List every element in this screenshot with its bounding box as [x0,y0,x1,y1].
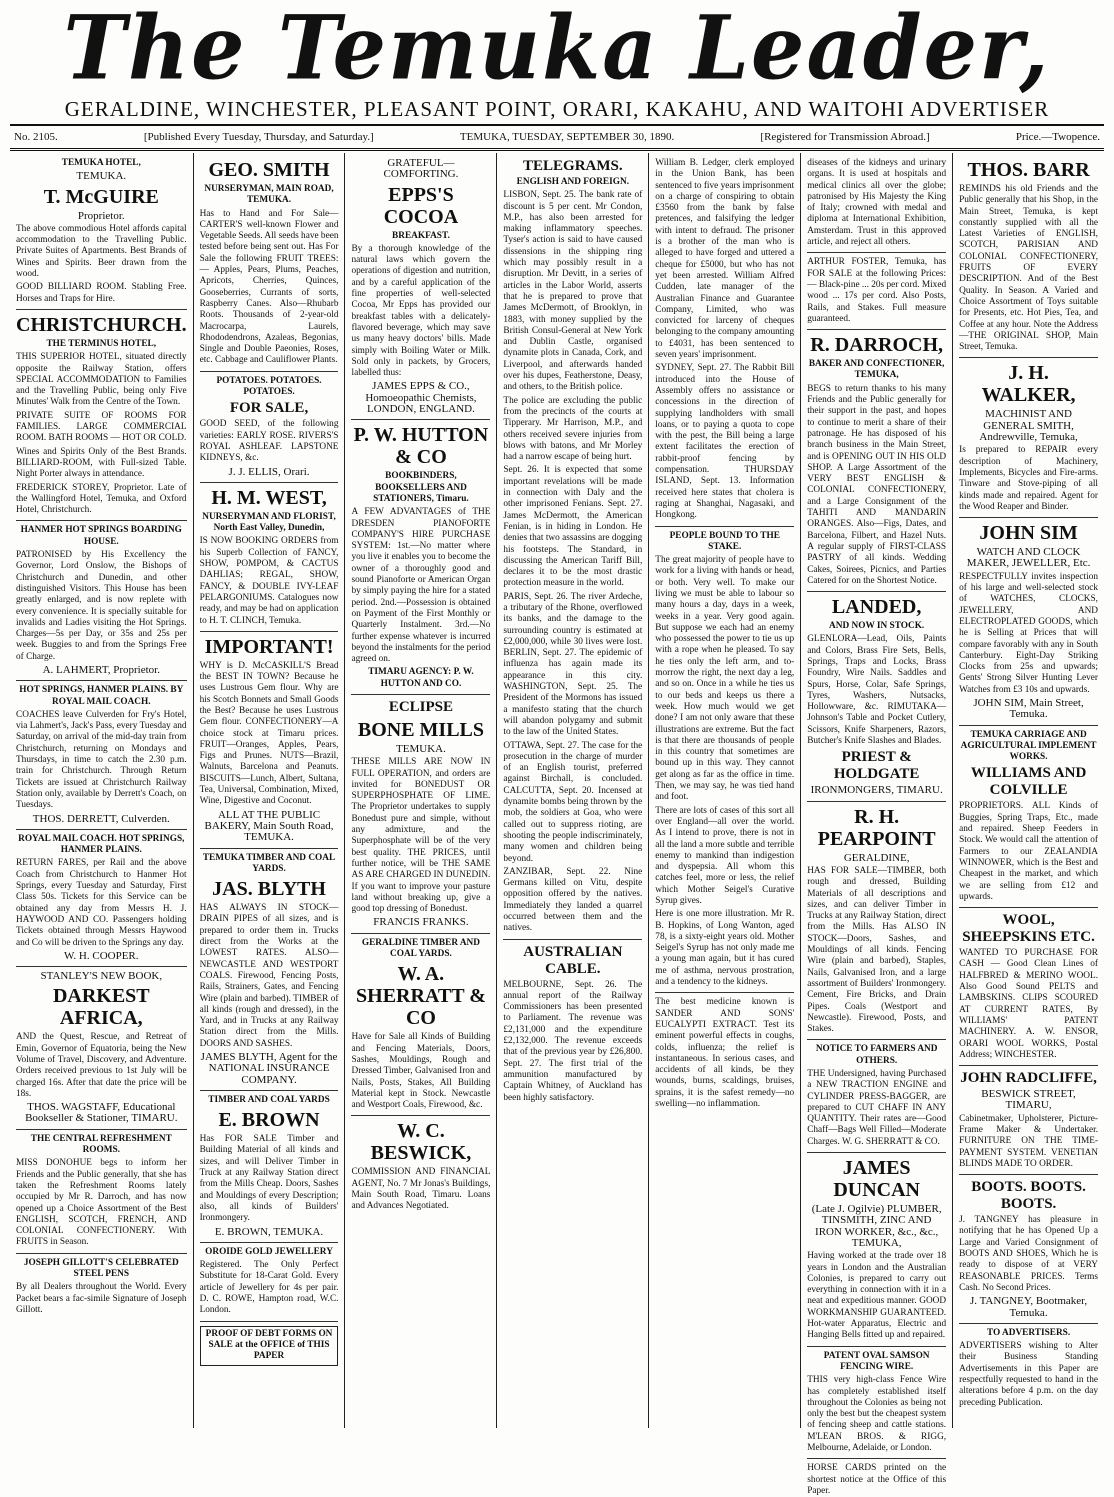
ad-name: JOHN RADCLIFFE, [960,1070,1097,1087]
ad-text: PRIVATE SUITE OF ROOMS FOR FAMILIES. LARGE COMMERCIAL ROOM. BATH ROOMS — HOT OR COLD. [16,410,187,444]
divider [807,1039,946,1040]
ad-subheading: AND NOW IN STOCK. [829,621,925,632]
ad-heading: TEMUKA HOTEL, [61,158,141,168]
ad-signature: JOHN SIM, Main Street, Temuka. [973,696,1084,721]
article-text: The police are excluding the public from the precincts of the courts at Tipperary. Mr Harrison, M.P., and others received severe injuries from blows with batons, and Mr Morley had a narrow escape of being hurt. [503,395,643,463]
divider [351,1115,490,1116]
article-text: LISBON, Sept. 25. The bank rate of discount is 5 per cent. Mr Condon, M.P., has also been arrested for making inflammatory speeches. Tyser's action is said to have caused dissensions in the shipping ring which may possibly result in a disruption. Mr Devitt, in a series of articles in the Labor World, asserts that he is prepared to prove that James McDermott, of Brooklyn, in 1883, with money supplied by the British Consul-General at New York and Dublin Castle, organised dynamite plots in Canada, Cork, and Liverpool, and afterwards handed over his dupes, Featherstone, Deasy, and others, to the British police. [503,190,643,393]
divider [807,591,946,592]
registration-note: [Registered for Transmission Abroad.] [760,131,930,143]
ad-name: LANDED, [831,596,922,619]
ad-heading: IMPORTANT! [204,635,334,658]
ad-heading: STANLEY'S NEW BOOK, [40,970,163,983]
ad-signature: JAMES EPPS & CO., Homoeopathic Chemists, LONDON, ENGLAND. [365,380,477,416]
ad-heading: GERALDINE TIMBER AND COAL YARDS. [361,937,480,960]
ad-text: Having worked at the trade over 18 years in London and the Australian Colonies, is prepared to carry out everything in connection with it in a neat and expeditious manner. GOOD WORKMANSHIP GUARANTEED. Hot-water Apparatus, Electric and Hanging Bells fitted up and repaired. [807,1251,947,1341]
divider [959,1065,1098,1066]
ad-text: HAS FOR SALE—TIMBER, both rough and dressed, Building Materials of all descriptions and sizes, and can deliver Timber in Trucks at any Railway Station, direct from the Mills. Has ALSO IN STOCK—Doors, Sashes, and Mouldings of all kinds. Fencing Wire (plain and barbed), Staples, Nails, Galvanised Iron, and a large assortment of Builders' Ironmongery. Cement, Fire Bricks, and Drain Pipes. Coals (Westport and Newcastle). Firewood, Posts, and Stakes. [807,865,947,1035]
ad-subheading: GERALDINE, [843,851,910,864]
ad-heading: TIMBER AND COAL YARDS [208,1094,330,1105]
ad-text: AND the Quest, Rescue, and Retreat of Emin, Governor of Equatoria, being the New Volume of Travel, Discovery, and Adventure. Orders received previous to 1st July will be charged 16s. After that date the price will be 18s. [16,1032,187,1099]
ad-text: RETURN FARES, per Rail and the above Coach from Christchurch to Hanmer Hot Springs, every Tuesday and Saturday, First Class 50s. Tickets for this Service can be obtained any day from Messrs H. J. HAYWOOD AND CO. Passengers holding Tickets obtained through Messrs Haywood and Co will be driven to the Springs any day. [16,858,187,948]
divider [807,1152,946,1153]
ad-subheading: NURSERYMAN, MAIN ROAD, TEMUKA. [204,184,334,206]
ad-text: COMMISSION AND FINANCIAL AGENT, No. 7 Mr Jonas's Buildings, Main South Road, Timaru. Loans and Advances Negotiated. [351,1167,491,1212]
ad-text: HAS ALWAYS IN STOCK—DRAIN PIPES of all sizes, and is prepared to order them in. Trucks direct from the Works at the LOWEST RATES. ALSO—NEWCASTLE AND WESTPORT COALS. Firewood, Fencing Posts, Rails, Strainers, Gates, and Fencing Wire (plain and barbed). TIMBER of all kinds (rough and dressed), in the Yard, and in Trucks at any Railway Station direct from the Mills. DOORS AND SASHES. [199,903,339,1049]
divider [959,1323,1098,1324]
ad-heading: TEMUKA TIMBER AND COAL YARDS. [202,852,336,874]
ad-subheading: IRONMONGERS, TIMARU. [810,784,943,797]
ad-signature: THOS. WAGSTAFF, Educational Bookseller & Stationer, TIMARU. [25,1101,178,1125]
column-1 [10,153,193,1428]
ad-heading: HOT SPRINGS, HANMER PLAINS. BY ROYAL MAIL COACH. [19,685,184,707]
ad-text: Have for Sale all Kinds of Building and Fencing Materials, Doors, Sashes, Mouldings, Rough and Dressed Timber, Galvanised Iron and Nails, Posts, Stakes, All Building Material kept in Stock. Newcastle and Westport Coals, Firewood, &c. [351,1032,491,1111]
ad-text: THESE MILLS ARE NOW IN FULL OPERATION, and orders are invited for BONEDUST OR SUPERPHOSPHATE OF LIME. The Proprietor undertakes to supply Bonedust pure and simple, without any admixture, and the Superphosphate will be of the very best quality. THE PRICES, until further notice, will be THE SAME AS ARE CHARGED IN DUNEDIN. If you want to improve your pasture land without breaking up, give a good top dressing of Bonedust. [351,757,491,915]
ad-text: J. TANGNEY has pleasure in notifying that he has Opened Up a Large and Varied Consignment of BOOTS AND SHOES, Which he is ready to dispose of at VERY REASONABLE PRICES. Terms Cash. No Second Prices. [959,1215,1099,1293]
ad-text: Wines and Spirits Only of the Best Brands. BILLIARD-ROOM, with Full-sized Table. Night Porter always in attendance. [16,446,187,480]
ad-signature: ALL AT THE PUBLIC BAKERY, Main South Road, TEMUKA. [204,808,334,844]
ad-subheading: MACHINIST AND GENERAL SMITH, Andrewville, Temuka, [979,408,1078,444]
ad-subheading: TEMUKA. [396,742,446,755]
divider [959,357,1098,358]
divider [200,1242,339,1243]
article-text: SYDNEY, Sept. 27. The Rabbit Bill introduced into the House of Assembly offers no assistance or concessions in the direction of supplying landholders with small loans, or to paying a quota to cope with the pest, the Bill being a large extent facilitates the erection of rabbit-proof fencing by compensation. THURSDAY ISLAND, Sept. 13. Information received here states that cholera is raging at Shanghai, Nagasaki, and Hongkong. [655,363,795,521]
divider [16,680,187,681]
ad-heading: BOOTS. BOOTS. BOOTS. [971,1179,1086,1213]
dateline [10,124,1104,151]
ad-text: THIS very high-class Fence Wire has completely established itself throughout the Colonies as being not only the best but the cheapest system of fencing sheep and cattle stations. M'LEAN BROS. & RIGG, Melbourne, Adelaide, or London. [807,1375,947,1454]
divider [200,371,339,372]
divider [655,992,794,993]
article-text: There are lots of cases of this sort all over England—all over the world. As I intend to prove, there is not in all the land a more subtle and terrible enemy to mankind than indigestion and dyspepsia. All whom this catches feel, more or less, the relief which Mother Seigel's Curative Syrup gives. [655,805,795,906]
article-text: OTTAWA, Sept. 27. The case for the prosecution in the charge of murder of an English tourist, preferred against Birchall, is concluded. CALCUTTA, Sept. 20. Incensed at dynamite bombs being thrown by the mob, the soldiers at Goa, who were called out to suppress rioting, are shooting the people indiscriminately, many women and children being beyond. [503,740,643,864]
ad-name: W. A. SHERRATT & CO [356,963,486,1030]
divider [807,252,946,253]
ad-name: J. H. WALKER, [981,362,1076,407]
ad-name: R. DARROCH, [810,334,944,357]
ad-text: The above commodious Hotel affords capital accommodation to the Travelling Public. Private Suites of Apartments. Best Brands of Wines and Spirits. Beer drawn from the wood. [16,223,187,280]
ad-name: JOHN SIM [979,522,1078,545]
ad-subheading: TEMUKA. [76,170,127,183]
article-text: William B. Ledger, clerk employed in the Union Bank, has been sentenced to five years imprisonment on a charge of conspiring to obtain £3560 from the bank by false pretences, and falsifying the ledger with intent to defraud. The prisoner is a brother of the man who is alleged to have forged and uttered a cheque for £5000, but who has not yet been arrested. William Alfred Cudden, late manager of the Australian Finance and Guarantee Company, Limited, who was convicted for larceny of cheques belonging to the company amounting to £4031, has been sentenced to seven years' imprisonment. [655,158,795,361]
article-text: Here is one more illustration. Mr R. B. Hopkins, of Long Wanton, aged 78, is a sixty-eight years old. Mother Seigel's Syrup has not only made me a young man again, but it has cured me of asthma, nervous prostration, and a tendency to the kidneys. [655,909,795,988]
ad-text: ADVERTISERS wishing to Alter their Business Standing Advertisements in this Paper are respectfully requested to hand in the alterations before 4 p.m. on the day preceding Publication. [959,1341,1099,1408]
columns [10,153,1104,1496]
ad-text: Is prepared to REPAIR every description of Machinery, Implements, Bicycles and Fire-arms. Tinware and Stove-piping of all kinds made and repaired. Agent for the Wood Reaper and Binder. [959,445,1099,512]
divider [16,966,187,967]
ad-text: REMINDS his old Friends and the Public generally that his Shop, in the Main Street, Temuka, is kept constantly supplied with all the Latest Varieties of ENGLISH, SCOTCH, PARISIAN AND COLONIAL CONFECTIONERY, FRUITS OF EVERY DESCRIPTION. And of the Best Quality. In Season. A Varied and Choice Assortment of Toys suitable for Presents, etc. Hot Pies, Tea, and Coffee at any hour. Note the Address—THE ORIGINAL SHOP, Main Street, Temuka. [959,184,1099,353]
ad-text: COACHES leave Culverden for Fry's Hotel, via Lahmert's, Jack's Pass, every Tuesday and Saturday, on arrival of the mid-day train from Christchurch, returning on Mondays and Thursdays, in time to catch the 2.30 p.m. train for Christchurch. Through Return Tickets are issued at Christchurch Railway Station only, available by Derrett's Coach, on Tuesdays. [16,709,187,811]
divider [200,631,339,632]
ad-tagline: GRATEFUL—COMFORTING. [383,157,459,181]
masthead-title: The Temuka Leader, [63,0,1051,100]
ad-signature: JAMES BLYTH, Agent for the NATIONAL INSURANCE COMPANY. [200,1051,338,1086]
divider [959,517,1098,518]
ad-text: Has FOR SALE Timber and Building Material of all kinds and sizes, and will Deliver Timber in Truck at any Railway Station direct from the Mills Cheap. Doors, Sashes and Mouldings of every Description; also, all kinds of Builders' Ironmongery. [199,1134,339,1224]
publication-schedule: [Published Every Tuesday, Thursday, and Saturday.] [143,131,374,143]
ad-subheading: WATCH AND CLOCK MAKER, JEWELLER, Etc. [966,546,1091,570]
article-text: ZANZIBAR, Sept. 22. Nine Germans killed on Vitu, despite opposition offered by the natives. Immediately they landed a quarrel occurred between them and the natives. [503,866,643,934]
divider [807,329,946,330]
ad-heading: CHRISTCHURCH. [16,313,187,336]
section-heading: AUSTRALIAN CABLE. [523,943,623,977]
divider [200,1321,339,1322]
article-text: The best medicine known is SANDER AND SONS' EUCALYPTI EXTRACT. Test its eminent powerful effects in coughs, colds, influenza; the relief is instantaneous. In serious cases, and accidents of all kinds, be they wounds, burns, scaldings, bruises, sprains, it is the safest remedy—no swelling—no inflammation. [655,997,795,1110]
divider [16,829,187,830]
divider [807,1346,946,1347]
divider [16,520,187,521]
ad-signature: J. J. ELLIS, Orari. [228,465,310,478]
article-heading: PEOPLE BOUND TO THE STAKE. [669,530,780,552]
ad-text: PATRONISED by His Excellency the Governor, Lord Onslow, the Bishops of Christchurch and Dunedin, and other distinguished Visitors. This House has been greatly enlarged, and is now replete with every convenience. It is specially suitable for invalids and Ladies visiting the Hot Springs. Charges—5s per Day, or 35s and 25s per week. Buggies to and from the Springs Free of Charge. [16,550,187,662]
ad-name: JAMES DUNCAN [833,1157,920,1202]
column-6 [800,153,952,1496]
ad-text: PROPRIETORS. ALL Kinds of Buggies, Spring Traps, Etc., made and repaired. Sheep Feeders in Stock. We would call the attention of Farmers to our ZEALANDIA WINNOWER, which is the Best and Cheapest in the market, and which we are selling from £12 and upwards. [959,801,1099,902]
ad-name: H. M. WEST, [211,486,327,509]
ad-signature: J. TANGNEY, Bootmaker, Temuka. [969,1295,1088,1319]
ad-name: P. W. HUTTON & CO [353,424,489,469]
column-4 [496,153,648,1428]
article-text: The great majority of people have to work for a living with hands or head, or both. Very well. To make our living we must be able to labour so many hours a day, days in a week, weeks in a year. Very good again. But suppose we each had an enemy who possessed the power to tie us up with a rope when he pleased. To say he ties only the left arm, and to-morrow the right, the next day a leg, and so on. Once in a while he ties us to our beds and keeps us there a week. How much would we get done? I am not only aware that these illustrations are extreme. But the fact is that there are thousands of people in this country that sometimes are bound up in this way. They cannot get along as far as the office in time. Then, we may say, he was tied hand and foot. [655,555,795,803]
ad-text: FREDERICK STOREY, Proprietor. Late of the Wallingford Hotel, Temuka, and Oxford Hotel, Christchurch. [16,482,187,516]
divider [16,1129,187,1130]
ad-text: MISS DONOHUE begs to inform her Friends and the Public generally, that she has taken the Refreshment Rooms lately occupied by Mr R. Darroch, and has now opened up a Choice Assortment of the Best ENGLISH, SCOTCH, FRENCH, AND COLONIAL CONFECTIONERY. With FRUITS in Season. [16,1158,187,1248]
ad-subheading: BAKER AND CONFECTIONER, TEMUKA, [808,359,945,381]
column-5 [648,153,800,1428]
article-text: MELBOURNE, Sept. 26. The annual report of the Railway Commissioners has been presented to Parliament. The revenue was £2,131,000 and the expenditure £2,132,000. The revenue exceeds that of the previous year by £26,800. Sept. 27. The first trial of the ammunition manufactured by Captain Whitney, of Auckland has been highly satisfactory. [503,979,643,1103]
ad-text: By all Dealers throughout the World. Every Packet bears a fac-simile Signature of Joseph Gillott. [16,1282,187,1315]
ad-text: WANTED TO PURCHASE FOR CASH — Good Clean Lines of HALFBRED & MERINO WOOL. Also Good Sound PELTS and LAMBSKINS. CLIPS SCOURED AT CURRENT RATES, By WILLIAMS' PATENT MACHINERY. A. W. ENSOR, ORARI WOOL WORKS, Postal Address; WINCHESTER. [959,948,1099,1060]
ad-name: W. C. BESWICK, [370,1120,472,1165]
ad-heading: JOSEPH GILLOTT'S CELEBRATED STEEL PENS [23,1257,179,1280]
article-text: PARIS, Sept. 26. The river Ardeche, a tributary of the Rhone, overflowed its banks, and the damage to the surrounding country is estimated at £2,000,000, while 30 lives were lost. BERLIN, Sept. 27. The epidemic of influenza has again made its appearance in this city. WASHINGTON, Sept. 25. The President of the Mormons has issued a manifesto stating that the church will abandon polygamy and submit to the law of the United States. [503,591,643,738]
divider [351,694,490,695]
ad-name: GEO. SMITH [208,159,330,181]
ad-heading: POTATOES. POTATOES. POTATOES. [216,375,322,398]
ad-subheading: Proprietor. [77,209,125,222]
divider [200,1090,339,1091]
ad-subheading: THE TERMINUS HOTEL, [46,338,157,349]
ad-heading: PATENT OVAL SAMSON FENCING WIRE. [823,1350,930,1372]
ad-text: HORSE CARDS printed on the shortest notice at the Office of this Paper. [807,1463,947,1496]
issue-date: TEMUKA, TUESDAY, SEPTEMBER 30, 1890. [459,131,675,143]
divider [959,907,1098,908]
divider [200,848,339,849]
ad-heading: TEMUKA CARRIAGE AND AGRICULTURAL IMPLEMENT WORKS. [960,729,1097,763]
ad-text: ARTHUR FOSTER, Temuka, has FOR SALE at the following Prices:— Black-pine ... 20s per cord. Mixed wood ... 17s per cord. Also Posts, Rails, and Stakes. Full measure guaranteed. [807,257,947,324]
ad-name: T. McGUIRE [43,185,159,208]
ad-signature: E. BROWN, TEMUKA. [214,1225,324,1238]
ad-name: EPPS'S COCOA [383,183,459,228]
section-subheading: ENGLISH AND FOREIGN. [516,177,630,187]
ad-text: BEGS to return thanks to his many Friends and the Public generally for their support in the past, and hopes to continue to merit a share of their patronage. He has disposed of his branch business in the Main Street, and is OPENING OUT IN HIS OLD SHOP. A Large Assortment of the VERY BEST ENGLISH & COLONIAL CONFECTIONERY, and a Large Consignment of the TAHITI AND MANDARIN ORANGES. Also—Figs, Dates, and Barcelona, Filbert, and Hazel Nuts. A regular supply of FIRST-CLASS PASTRY of all kinds. Wedding Cakes, Soirees, Picnics, and Parties Catered for on the Shortest Notice. [807,383,947,586]
divider [16,309,187,310]
column-2 [193,153,345,1428]
ad-name: R. H. PEARPOINT [817,805,936,850]
ad-subheading: BESWICK STREET, TIMARU, [981,1088,1076,1112]
ad-signature: FRANCIS FRANKS. [373,916,469,929]
divider [959,1174,1098,1175]
ad-name: THOS. BARR [967,159,1090,181]
article-text: Sept. 26. It is expected that some important revelations will be made in connection with Daly and the other imprisoned Fenians. Sept. 27. James McDermott, the American Fenian, is in hiding in London. He denies that two assassins are dogging his footsteps. The Standard, in discussing the American Tariff Bill, declares it to be the most drastic protection measure in the world. [503,465,643,589]
issue-number: No. 2105. [14,131,58,143]
ad-subheading: (Late J. Ogilvie) PLUMBER, TINSMITH, ZINC AND IRON WORKER, &c., &c., TEMUKA, [811,1203,942,1249]
ad-text: THE Undersigned, having Purchased a NEW TRACTION ENGINE and CYLINDER PRESS-BAGGER, are prepared to CUT CHAFF IN ANY QUANTITY. Their rates are—Good Chaff—Bags Well Filled—Moderate Charges. W. G. SHERRATT & CO. [807,1069,947,1147]
ad-text: Has to Hand and For Sale—CARTER'S well-known Flower and Vegetable Seeds. All seeds have been tested before being sent out. Has For Sale the following FRUIT TREES:— Apples, Pears, Plums, Peaches, Apricots, Cherries, Quinces, Gooseberries, Currants of sorts, Raspberry Canes. Also—Rhubarb Roots. Thousands of 2-year-old Macrocarpa, Laurels, Rhododendrons, Azaleas, Begonias, Single and Double Paeonies, Roses, etc. Cabbage and Cauliflower Plants. [199,208,339,366]
divider [16,1253,187,1254]
column-3 [344,153,496,1428]
ad-name: ECLIPSE [388,698,454,715]
ad-text: RESPECTFULLY invites inspection of his large and well-selected stock of WATCHES, CLOCKS, JEWELLERY, AND ELECTROPLATED GOODS, which he is Selling at Prices that will compare favorably with any in South Canterbury. Eight-Day Striking Clocks from 25s and upwards; Gents' Strong Silver Hunting Lever Watches from £3 10s and upwards. [959,571,1099,695]
divider [351,933,490,934]
ad-text: By a thorough knowledge of the natural laws which govern the operations of digestion and nutrition, and by a careful application of the fine properties of well-selected Cocoa, Mr Epps has provided our breakfast tables with a delicately-flavored beverage, which may save us many heavy doctors' bills. Made simply with Boiling Water or Milk. Sold only in packets, by Grocers, labelled thus: [351,243,491,379]
ad-text: THIS SUPERIOR HOTEL, situated directly opposite the Railway Station, offers SPECIAL ACCOMMODATION to Families and the Travelling Public, being only Five Minutes' Walk from the Centre of the Town. [16,352,187,408]
ad-heading: FOR SALE, [229,400,309,417]
ad-text: Cabinetmaker, Upholsterer, Picture-Frame Maker & Undertaker. FURNITURE ON THE TIME-PAYMENT SYSTEM. VENETIAN BLINDS MADE TO ORDER. [959,1113,1099,1169]
ad-subheading: BREAKFAST. [392,230,450,241]
ad-subheading: BOOKBINDERS, BOOKSELLERS AND STATIONERS, Timaru. [373,471,469,504]
ad-heading: THE CENTRAL REFRESHMENT ROOMS. [30,1133,172,1156]
ad-heading: ROYAL MAIL COACH. HOT SPRINGS, HANMER PLAINS. [18,833,185,856]
ad-text: Registered. The Only Perfect Substitute for 18-Carat Gold. Every article of Jewellery for 4s per pair. D. C. ROWE, Hampton road, W.C. London. [199,1260,339,1316]
ad-text: A FEW ADVANTAGES of THE DRESDEN PIANOFORTE COMPANY'S HIRE PURCHASE SYSTEM: 1st.—No matter where you live it enables you to become the owner of a thoroughly good and sound Pianoforte or American Organ by simply paying the hire for a stated period. 2nd.—Possession is obtained on Payment of the First Monthly or Quarterly Instalment. 3rd.—No further expense whatever is incurred beyond the instalments for the period agreed on. [351,507,491,665]
ad-heading: TO ADVERTISERS. [986,1327,1071,1338]
ad-text: WHY is D. McCASKILL'S Bread the BEST IN TOWN? Because he uses Lustrous Gem flour. Why are his Scotch Bonnets and Small Goods the Best? Because he uses Lustrous Gem flour. CONFECTIONERY—A choice stock at Timaru prices. FRUIT—Oranges, Apples, Pears, Figs and Prunes. NUTS—Brazil, Walnuts, Barcelona and Peanuts. BISCUITS—Lunch, Albert, Sultana, Tea, Universal, Combination, Mixed, Wine, Digestive and Coconut. [199,660,339,807]
ad-signature: A. LAHMERT, Proprietor. [42,663,160,676]
ad-heading: HANMER HOT SPRINGS BOARDING HOUSE. [20,525,182,547]
notice-box: PROOF OF DEBT FORMS ON SALE at the OFFICE of THIS PAPER [200,1326,339,1366]
ad-signature: TIMARU AGENCY: P. W. HUTTON AND CO. [368,667,474,689]
column-7 [952,153,1104,1428]
divider [807,1458,946,1459]
ad-subheading: NURSERYMAN AND FLORIST, North East Valley, Dunedin, [202,511,336,534]
ad-text: GOOD BILLIARD ROOM. Stabling Free. Horses and Traps for Hire. [16,282,187,304]
ad-heading: OROIDE GOLD JEWELLERY [205,1246,333,1257]
divider [655,526,794,527]
ad-name: JAS. BLYTH [212,878,326,901]
ad-heading: NOTICE TO FARMERS AND OTHERS. [815,1044,938,1066]
ad-signature: W. H. COOPER. [64,949,139,962]
ad-text: GOOD SEED, of the following varieties: EARLY ROSE. RIVERS'S ROYAL ASHLEAF. LAPSTONE KIDNEYS, &c. [199,419,339,464]
masthead-subtitle: GERALDINE, WINCHESTER, PLEASANT POINT, ORARI, KAKAHU, AND WAITOHI ADVERTISER [64,97,1050,121]
divider [351,419,490,420]
article-text: diseases of the kidneys and urinary organs. It is used at hospitals and medical clinics all over the globe; patronised by His Majesty the King of Italy; crowned with medal and diploma at International Exhibition, Amsterdam. Trust in this approved article, and reject all others. [807,158,947,248]
divider [959,725,1098,726]
ad-name: PRIEST & HOLDGATE [833,749,920,783]
ad-name: WILLIAMS AND COLVILLE [970,765,1087,799]
ad-name: E. BROWN [218,1109,320,1132]
ad-text: IS NOW BOOKING ORDERS from his Superb Collection of FANCY, SHOW, POMPOM, & CACTUS DAHLIAS; REGAL, SHOW, FANCY, & DOUBLE IVY-LEAF PELARGONIUMS. Catalogues now ready, and may be had on application to H. T. CLINCH, Temuka. [199,536,339,626]
divider [807,801,946,802]
ad-signature: THOS. DERRETT, Culverden. [32,812,170,825]
price: Price.—Twopence. [1015,131,1100,143]
divider [200,482,339,483]
ad-name: DARKEST AFRICA, [52,985,150,1030]
section-heading: TELEGRAMS. [523,158,623,174]
ad-name: BONE MILLS [357,718,485,741]
ad-text: GLENLORA—Lead, Oils, Paints and Colors, Brass Fire Sets, Bells, Springs, Traps and Locks, Brass Foundry, Wire Nails. Saddles and Spurs, Horse, Colar, Safe Springs, Tyres, Washers, Nutsacks, Hollowware, &c. RIMUTAKA—Johnson's Table and Pocket Cutlery, Scissors, Knife Sharpeners, Razors, Butcher's Knife Slashes and Blades. [807,634,947,747]
divider [503,939,642,940]
ad-heading: WOOL, SHEEPSKINS ETC. [962,912,1095,946]
